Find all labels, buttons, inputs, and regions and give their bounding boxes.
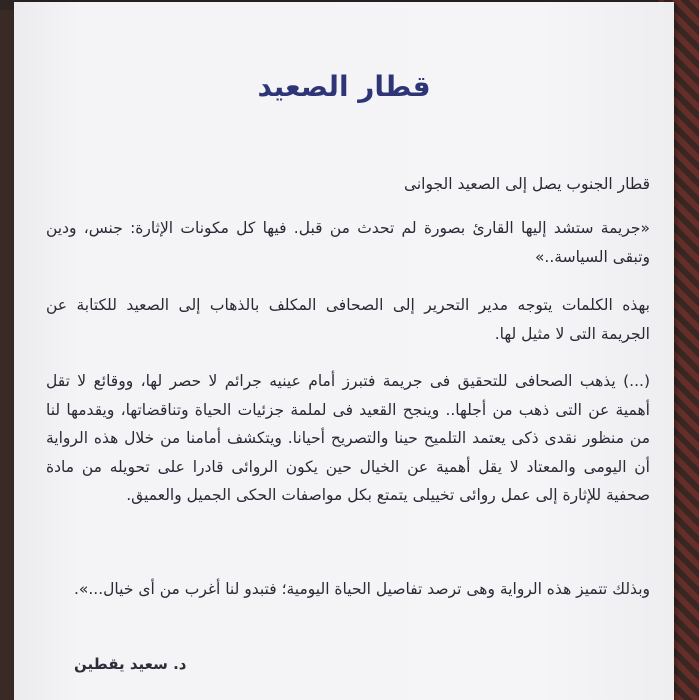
- closing-paragraph: وبذلك تتميز هذه الرواية وهى ترصد تفاصيل الحياة اليومية؛ فتبدو لنا أغرب من أى خيال...».: [73, 580, 650, 598]
- tagline-paragraph: قطار الجنوب يصل إلى الصعيد الجوانى: [403, 175, 650, 193]
- author-signature: د. سعيد يقطين: [74, 655, 187, 673]
- quote-paragraph: «جريمة ستشد إليها القارئ بصورة لم تحدث من قبل. فيها كل مكونات الإثارة: جنس، ودين وتبقى السياسة..»: [46, 219, 650, 266]
- book-back-cover: [14, 2, 674, 700]
- synopsis-paragraph: (...) يذهب الصحافى للتحقيق فى جريمة فتبرز أمام عينيه جرائم لا حصر لها، ووقائع لا تقل أهمية عن التى ذهب من أجلها.. وينجح القعيد فى لملمة جزئيات الحياة وتناقضاتها، ويقدمها لنا من منظور نقدى ذكى يعتمد التلميح حينا والتصريح أحيانا. ويتكشف أمامنا من خلال هذه الرواية أن اليومى والمعتاد لا يقل أهمية عن الخيال حين يكون الروائى قادرا على تحويله من مادة صحفية للإثارة إلى عمل روائى تخييلى يتمتع بكل مواصفات الحكى الجميل والعميق.: [46, 372, 650, 504]
- signature-block: [74, 654, 187, 673]
- intro-paragraph: بهذه الكلمات يتوجه مدير التحرير إلى الصحافى المكلف بالذهاب إلى الصعيد للكتابة عن الجريمة التى لا مثيل لها.: [46, 296, 650, 343]
- book-title: قطار الصعيد: [257, 70, 431, 103]
